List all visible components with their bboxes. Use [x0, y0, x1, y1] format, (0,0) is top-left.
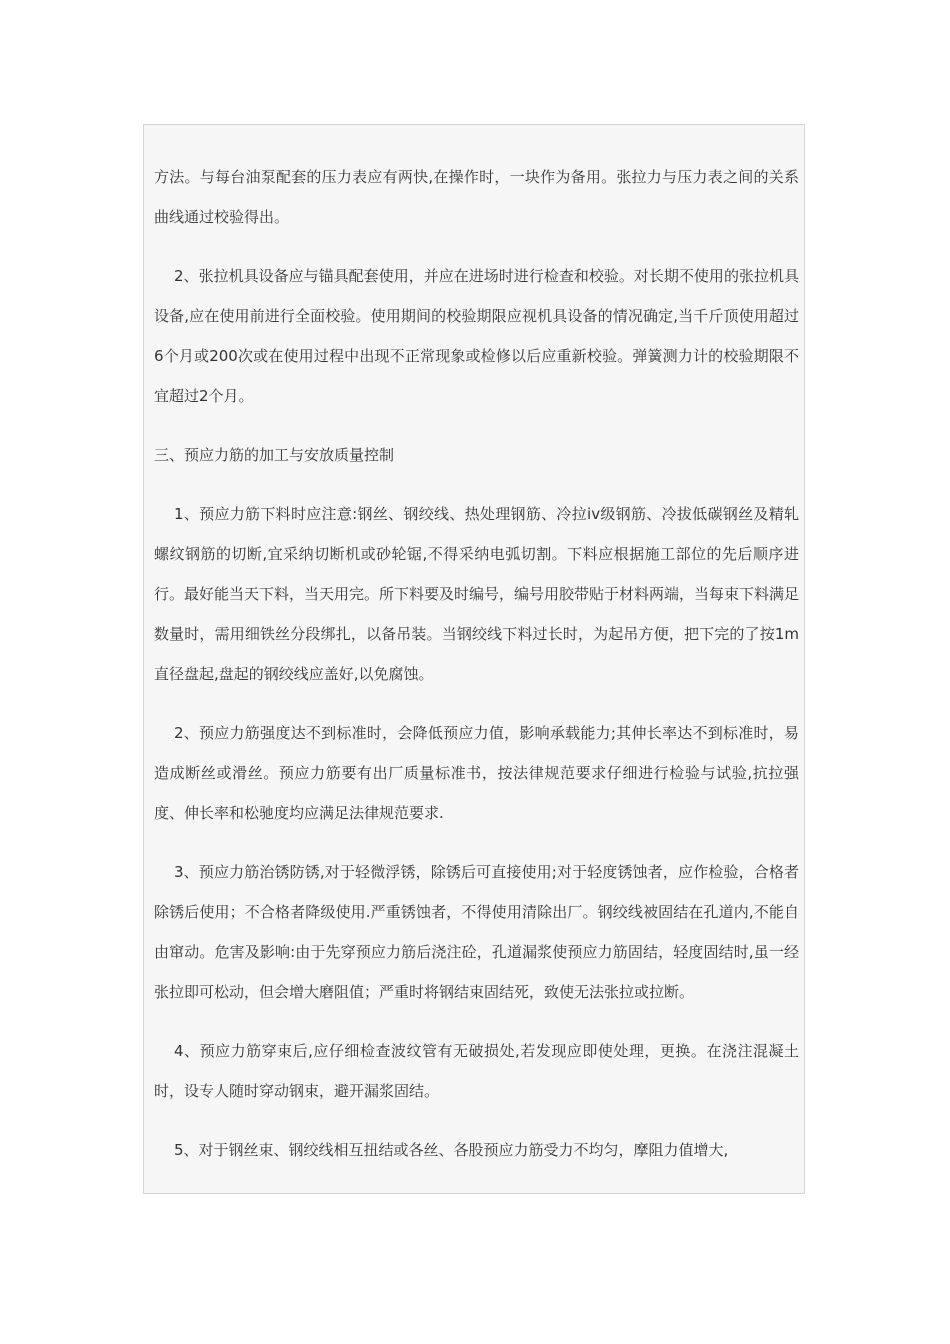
document-panel: [143, 124, 805, 1194]
paragraph-tensioning-equipment: 2、张拉机具设备应与锚具配套使用，并应在进场时进行检查和校验。对长期不使用的张拉机具设备,应在使用前进行全面校验。使用期间的校验期限应视机具设备的情况确定,当千斤顶使用超过6个月或200次或在使用过程中出现不正常现象或检修以后应重新校验。弹簧测力计的校验期限不宜超过2个月。: [154, 267, 799, 405]
paragraph-method-continuation: 方法。与每台油泵配套的压力表应有两快,在操作时，一块作为备用。张拉力与压力表之间的关系曲线通过校验得出。: [154, 168, 799, 226]
paragraph-strength: 2、预应力筋强度达不到标准时，会降低预应力值，影响承载能力;其伸长率达不到标准时，易造成断丝或滑丝。预应力筋要有出厂质量标准书，按法律规范要求仔细进行检验与试验,抗拉强度、伸长率和松驰度均应满足法律规范要求.: [154, 724, 799, 822]
section-heading: 三、预应力筋的加工与安放质量控制: [154, 446, 395, 464]
paragraph-threading: 4、预应力筋穿束后,应仔细检查波纹管有无破损处,若发现应即使处理，更换。在浇注混凝土时，设专人随时穿动钢束，避开漏浆固结。: [154, 1042, 799, 1100]
paragraph-twisting: 5、对于钢丝束、钢绞线相互扭结或各丝、各股预应力筋受力不均匀，摩阻力值增大,: [174, 1141, 729, 1159]
paragraph-cutting: 1、预应力筋下料时应注意:钢丝、钢绞线、热处理钢筋、冷拉iv级钢筋、冷拔低碳钢丝及精轧螺纹钢筋的切断,宜采纳切断机或砂轮锯,不得采纳电弧切割。下料应根据施工部位的先后顺序进行。最好能当天下料，当天用完。所下料要及时编号，编号用胶带贴于材料两端，当每束下料满足数量时，需用细铁丝分段绑扎，以备吊装。当钢绞线下料过长时，为起吊方便，把下完的了按1m直径盘起,盘起的钢绞线应盖好,以免腐蚀。: [154, 505, 800, 683]
paragraph-rust: 3、预应力筋治锈防锈,对于轻微浮锈，除锈后可直接使用;对于轻度锈蚀者，应作检验，合格者除锈后使用；不合格者降级使用.严重锈蚀者，不得使用清除出厂。钢绞线被固结在孔道内,不能自由窜动。危害及影响:由于先穿预应力筋后浇注砼，孔道漏浆使预应力筋固结，轻度固结时,虽一经张拉即可松动，但会增大磨阻值；严重时将钢结束固结死，致使无法张拉或拉断。: [154, 863, 799, 1001]
document-body: [154, 157, 799, 1170]
